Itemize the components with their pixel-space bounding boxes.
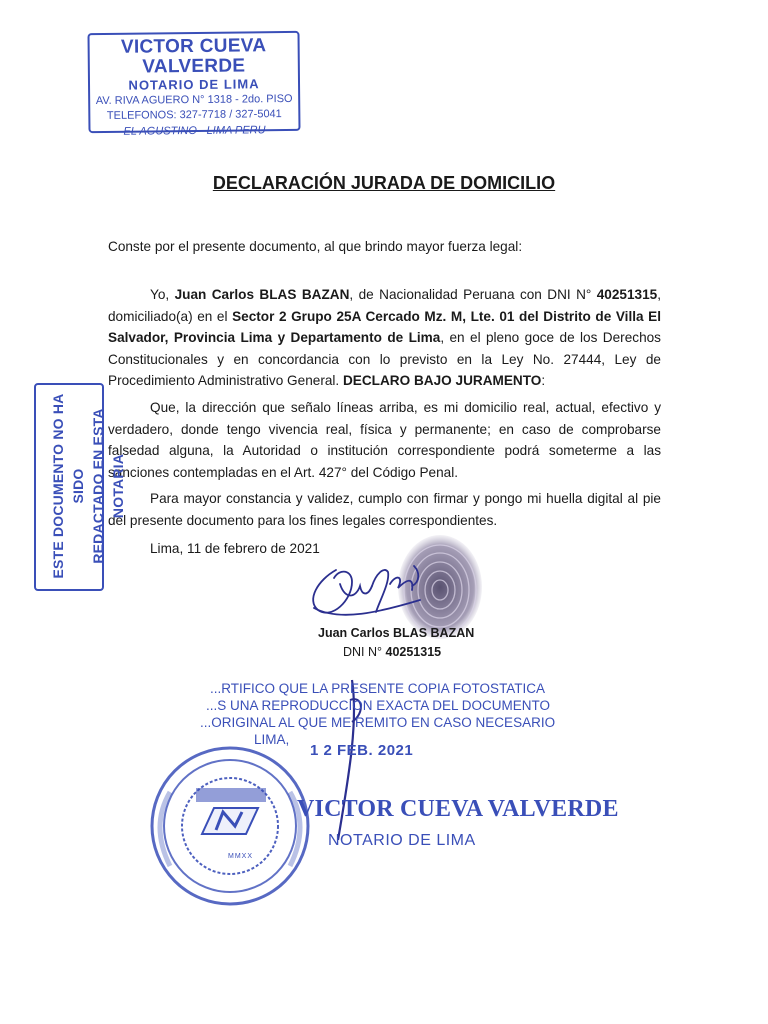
seal-notary-name: VICTOR CUEVA VALVERDE — [297, 796, 619, 822]
signatory-dni — [343, 645, 441, 659]
page-title: DECLARACIÓN JURADA DE DOMICILIO — [212, 173, 556, 193]
stamp-phones: TELEFONOS: 327-7718 / 327-5041 — [106, 108, 282, 122]
stamp-notary-name: VICTOR CUEVA VALVERDE — [120, 35, 267, 78]
seal-year: MMXX — [228, 853, 253, 860]
declaro-label: DECLARO BAJO JURAMENTO — [342, 373, 542, 388]
intro-paragraph: Conste por el presente documento, al que brindo mayor fuerza legal: — [108, 239, 523, 254]
declarant-address: Sector 2 Grupo 25A Cercado Mz. M, Lte. 01 del Distrito de Villa El Salvador, Provincia Lima y Departamento de Lima — [108, 308, 661, 345]
declarant-dni: 40251315 — [596, 287, 658, 302]
dni-number: 40251315 — [385, 645, 442, 659]
fingerprint-image — [398, 535, 482, 639]
cert-line3: ...ORIGINAL AL QUE ME REMITO EN CASO NECESARIO — [200, 715, 556, 730]
certification-stamp — [200, 680, 555, 748]
cert-line2: ...S UNA REPRODUCCION EXACTA DEL DOCUMENTO — [206, 698, 551, 713]
stamp-notary-title: NOTARIO DE LIMA — [128, 76, 260, 93]
text-segment: : — [541, 373, 546, 388]
text-segment: , domiciliado(a) en el — [108, 287, 662, 324]
closing-paragraph: Para mayor constancia y validez, cumplo con firmar y pongo mi huella digital al pie del presente documento para los fines legales correspondientes. — [108, 491, 661, 528]
signatory-name: Juan Carlos BLAS BAZAN — [318, 626, 475, 640]
cert-line1: ...RTIFICO QUE LA PRESENTE COPIA FOTOSTATICA — [210, 681, 546, 696]
certification-date: 1 2 FEB. 2021 — [310, 742, 414, 759]
document-date: Lima, 11 de febrero de 2021 — [150, 541, 320, 556]
stamp-city: EL AGUSTINO - LIMA PERU — [123, 124, 266, 138]
side-stamp-line2: REDACTADO EN ESTA NOTARIA — [90, 408, 126, 564]
notary-seal — [152, 748, 308, 904]
side-stamp-line1: ESTE DOCUMENTO NO HA SIDO — [50, 393, 86, 579]
text-segment: , de Nacionalidad Peruana con DNI N° — [349, 287, 597, 302]
declarant-name: Juan Carlos BLAS BAZAN — [174, 287, 350, 302]
residence-paragraph: Que, la dirección que señalo líneas arriba, es mi domicilio real, actual, efectivo y verdadero, donde tengo vivencia real, física y permanente; en caso de comprobarse falsedad alguna, la Autoridad o institución correspondiente podrá someterme a las sanciones contempladas en el Art. 427° del Código Penal. — [108, 400, 661, 480]
dni-label: DNI N° — [343, 645, 386, 659]
stamp-address: AV. RIVA AGUERO N° 1318 - 2do. PISO — [95, 92, 293, 108]
text-segment: , en el pleno goce de los Derechos Constitucionales y en concordancia con lo previsto en la Ley No. 27444, Ley de Procedimiento Administrativo General. — [108, 330, 661, 388]
cert-line4: LIMA, — [254, 732, 290, 747]
seal-notary-title: NOTARIO DE LIMA — [328, 832, 476, 849]
text-segment: Yo, — [150, 287, 175, 302]
